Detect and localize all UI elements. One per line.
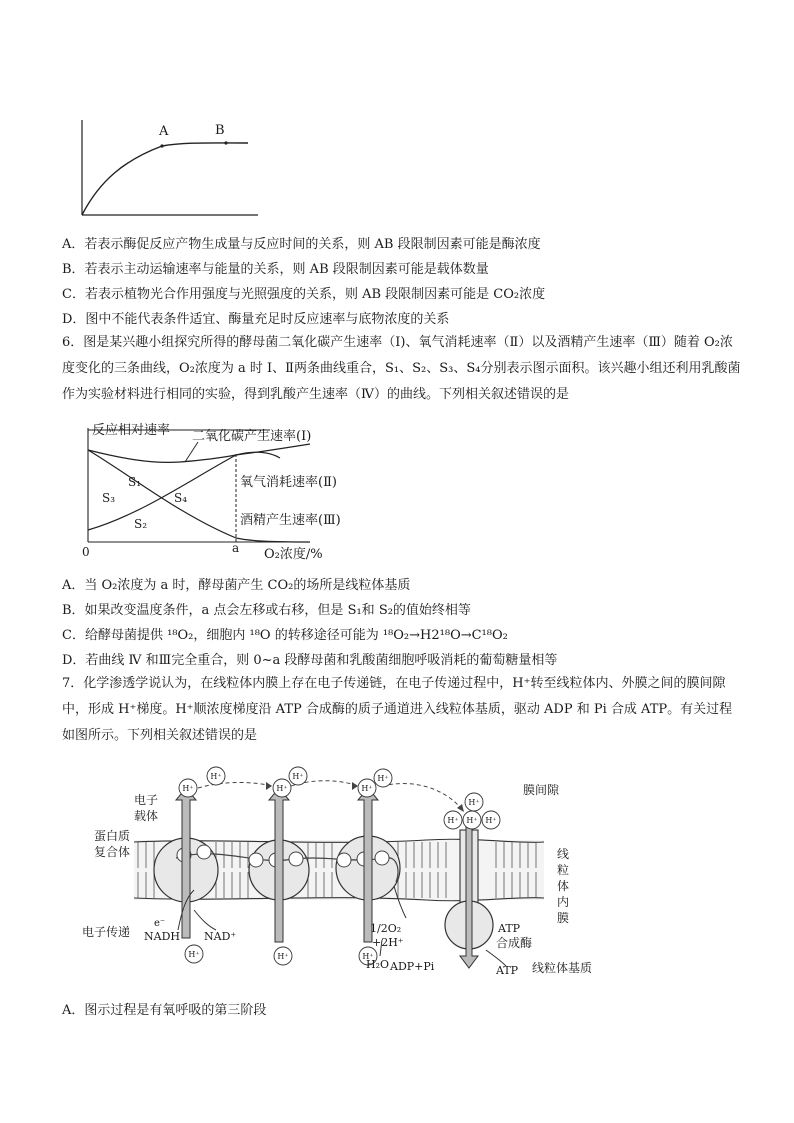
- electron-carrier: [375, 851, 389, 865]
- q6-area-s1: S₁: [128, 475, 142, 489]
- q6-area-s4: S₄: [174, 491, 188, 505]
- q5-option-b: B．若表示主动运输速率与能量的关系，则 AB 段限制因素可能是载体数量: [62, 262, 489, 277]
- carrier-label-1: 电子: [134, 793, 159, 807]
- electron-carrier: [289, 852, 303, 866]
- complex-label-2: 复合体: [94, 845, 131, 859]
- q6-stem: 6．图是某兴趣小组探究所得的酵母菌二氧化碳产生速率（Ⅰ)、氧气消耗速率（Ⅱ）以及酒精产生速率（Ⅲ）随着 O₂浓度变化的三条曲线，O₂浓度为 a 时 Ⅰ、Ⅱ两条曲线重合，S₁、S₂、S₃、S₄分别表示图示面积。该兴趣小组还利用乳酸菌作为实验材料进行相同的实验，得到乳酸产生速率（Ⅳ）的曲线。下列相关叙述错误的是: [62, 335, 741, 402]
- electron-transfer-label: 电子传递: [82, 925, 131, 939]
- q6-option-a: A．当 O₂浓度为 a 时，酵母菌产生 CO₂的场所是线粒体基质: [62, 578, 411, 593]
- q6-origin-label: 0: [82, 545, 90, 559]
- electron-carrier: [249, 853, 263, 867]
- h-plus-label: H⁺: [292, 772, 304, 781]
- inner-membrane-label-2: 粒: [557, 863, 570, 877]
- h-plus-label: H⁺: [277, 952, 289, 961]
- electron-carrier: [197, 845, 211, 859]
- q6-option-b: B．如果改变温度条件，a 点会左移或右移，但是 S₁和 S₂的值始终相等: [62, 603, 471, 618]
- dashed-arrow-3: [382, 784, 464, 812]
- q5-point-a: [160, 144, 163, 147]
- plus-2h-label: +2H⁺: [372, 936, 404, 949]
- h-plus-label: H⁺: [377, 774, 389, 783]
- q6-curve-co2: [88, 444, 310, 462]
- q6-x-label: O₂浓度/%: [264, 547, 323, 562]
- q5-option-d: D．图中不能代表条件适宜、酶量充足时反应速率与底物浓度的关系: [62, 312, 450, 327]
- q5-point-b: [224, 141, 227, 144]
- q6-option-c: C．给酵母菌提供 ¹⁸O₂，细胞内 ¹⁸O 的转移途径可能为 ¹⁸O₂→H2¹⁸O→C¹⁸O₂: [62, 628, 508, 643]
- carrier-label-2: 载体: [134, 809, 159, 823]
- e-minus-label: e⁻: [154, 918, 166, 929]
- q6-curve-alcohol: [88, 450, 310, 542]
- atp-synthase-label-2: 合成酶: [496, 936, 533, 950]
- nad-plus-label: NAD⁺: [204, 930, 237, 943]
- q6-series-alcohol-label: 酒精产生速率(Ⅲ): [240, 513, 341, 528]
- q6-chart: [70, 420, 370, 568]
- q6-area-s2: S₂: [134, 517, 148, 531]
- inner-membrane-label-3: 体: [557, 879, 570, 893]
- matrix-label: 线粒体基质: [532, 961, 593, 975]
- q6-option-d: D．若曲线 Ⅳ 和Ⅲ完全重合，则 0~a 段酵母菌和乳酸菌细胞呼吸消耗的葡萄糖量相等: [62, 653, 558, 668]
- q7-option-a: A．图示过程是有氧呼吸的第三阶段: [62, 1003, 267, 1018]
- h-plus-label: H⁺: [276, 784, 288, 793]
- q5-label-a: A: [159, 124, 169, 139]
- h-plus-label: H⁺: [188, 950, 200, 959]
- adp-pi-label: ADP+Pi: [390, 960, 435, 973]
- dashed-arrow-1: [198, 783, 272, 789]
- q7-figure: [76, 760, 636, 985]
- inner-membrane-label-5: 膜: [557, 911, 570, 925]
- dashed-arrowhead-3: [457, 804, 464, 812]
- h-plus-label: H⁺: [182, 784, 194, 793]
- q6-series-co2-label: 二氧化碳产生速率(Ⅰ): [192, 429, 312, 444]
- h-plus-label: H⁺: [468, 798, 480, 807]
- dashed-arrowhead-2: [352, 782, 358, 790]
- q6-a-label: a: [232, 541, 240, 555]
- q5-label-b: B: [215, 123, 225, 138]
- q6-leader-line: [185, 442, 198, 462]
- h2o-label: H₂O: [366, 958, 390, 971]
- atp-label: ATP: [496, 964, 519, 977]
- q6-series-o2-label: 氧气消耗速率(Ⅱ): [240, 475, 337, 490]
- nadh-label: NADH: [144, 930, 180, 943]
- h-plus-label: H⁺: [447, 816, 459, 825]
- dashed-arrowhead-1: [266, 782, 272, 790]
- q5-curve: [82, 143, 248, 215]
- q5-option-a: A．若表示酶促反应产物生成量与反应时间的关系，则 AB 段限制因素可能是酶浓度: [62, 237, 541, 252]
- h-plus-label: H⁺: [485, 816, 497, 825]
- electron-carrier: [337, 853, 351, 867]
- q5-option-c: C．若表示植物光合作用强度与光照强度的关系，则 AB 段限制因素可能是 CO₂浓度: [62, 287, 546, 302]
- h-plus-label: H⁺: [361, 784, 373, 793]
- intermembrane-label: 膜间隙: [523, 783, 560, 797]
- h-plus-label: H⁺: [362, 952, 374, 961]
- complex-label-1: 蛋白质: [94, 829, 131, 843]
- nad-plus-arrow: [194, 910, 216, 930]
- inner-membrane-label-1: 线: [557, 847, 570, 861]
- h-plus-label: H⁺: [466, 816, 478, 825]
- inner-membrane-label-4: 内: [557, 895, 570, 909]
- h-plus-label: H⁺: [210, 772, 222, 781]
- q6-y-label: 反应相对速率: [92, 423, 171, 438]
- atp-synthase-label-1: ATP: [498, 922, 521, 935]
- half-o2-label: 1/2O₂: [370, 922, 402, 935]
- q7-stem: 7．化学渗透学说认为，在线粒体内膜上存在电子传递链，在电子传递过程中，H⁺转至线粒体内、外膜之间的膜间隙中，形成 H⁺梯度。H⁺顺浓度梯度沿 ATP 合成酶的质子通道进入线粒体基质，驱动 ADP 和 Pi 合成 ATP。有关过程如图所示。下列相关叙述错误的是: [62, 676, 733, 743]
- q5-figure: [70, 115, 260, 220]
- q6-area-s3: S₃: [102, 491, 116, 505]
